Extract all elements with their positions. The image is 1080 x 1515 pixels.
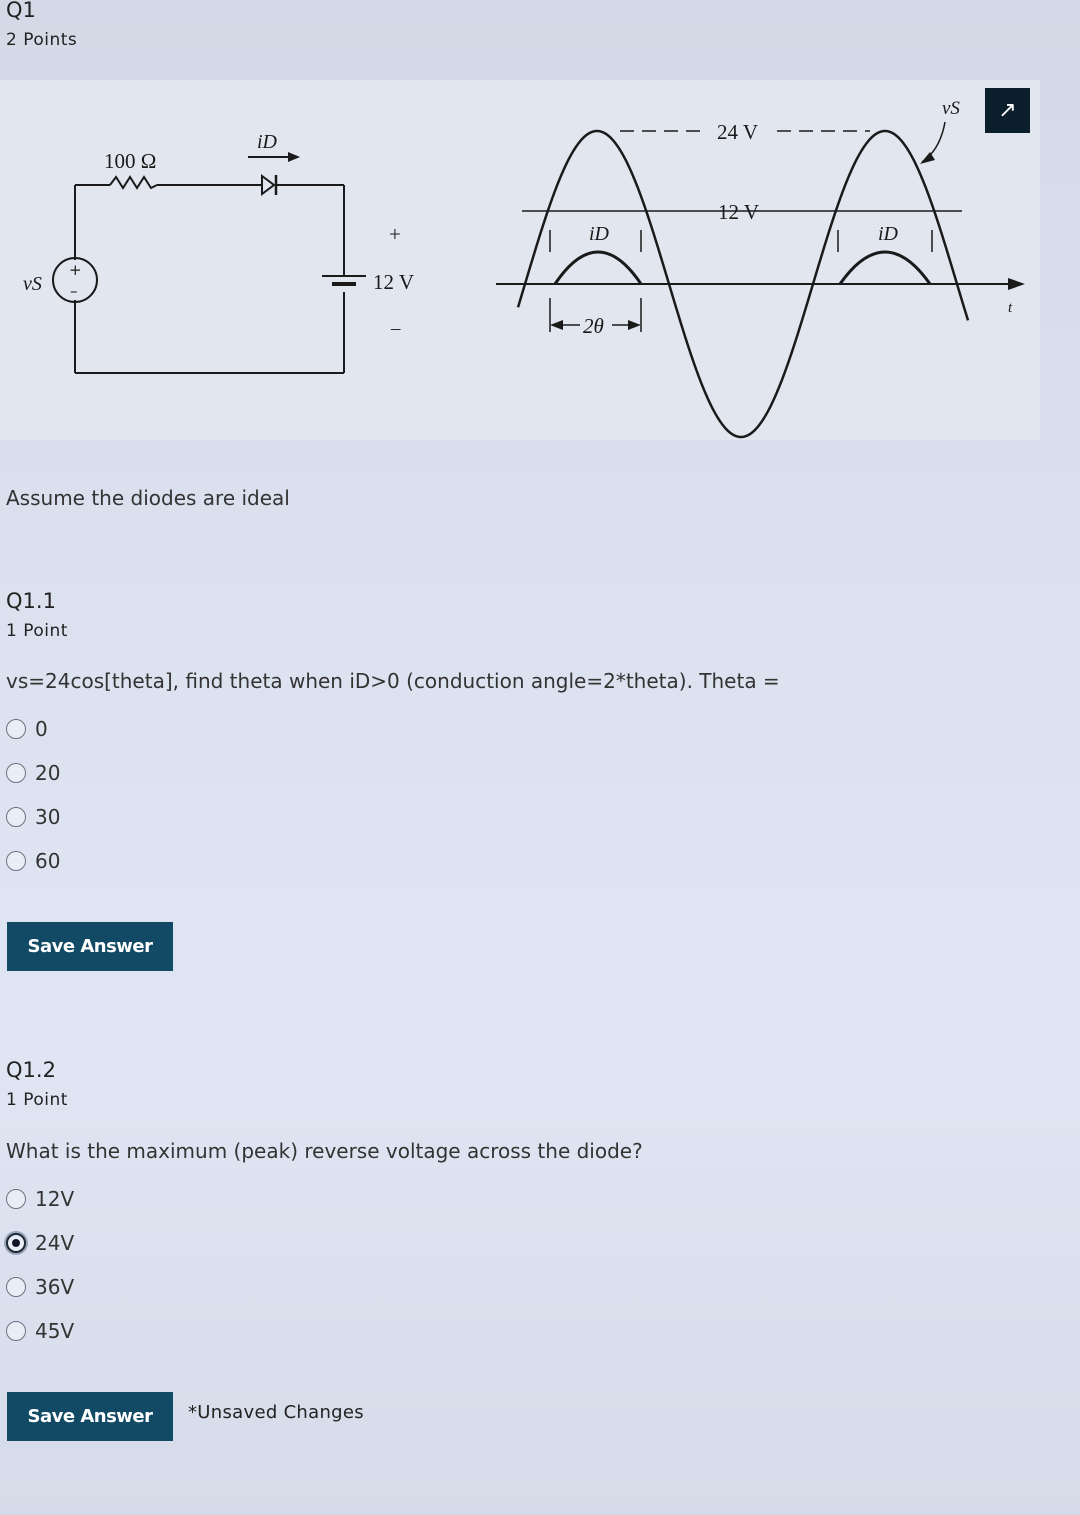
radio-button[interactable] xyxy=(6,1277,26,1297)
q1-2-points: 1 Point xyxy=(6,1090,68,1110)
battery-label: 12 V xyxy=(373,270,415,294)
option-label: 30 xyxy=(35,805,61,829)
radio-button[interactable] xyxy=(6,763,26,783)
waveform-current-label-1: iD xyxy=(589,223,609,245)
option-label: 24V xyxy=(35,1231,75,1255)
expand-icon[interactable]: ↗ xyxy=(985,88,1030,133)
q1-1-title: Q1.1 xyxy=(6,589,56,613)
option-label: 45V xyxy=(35,1319,75,1343)
circuit-diagram xyxy=(0,80,1040,440)
q1-2-option[interactable] xyxy=(6,1275,74,1299)
radio-button[interactable] xyxy=(6,807,26,827)
q1-1-prompt: vs=24cos[theta], find theta when iD>0 (conduction angle=2*theta). Theta = xyxy=(6,669,780,693)
question-note: Assume the diodes are ideal xyxy=(6,486,290,510)
q1-2-option[interactable] xyxy=(6,1187,74,1211)
battery-plus-label: + xyxy=(389,222,401,246)
waveform-current-label-2: iD xyxy=(878,223,898,245)
conduction-angle-label: 2θ xyxy=(583,314,604,338)
waveform-source-label: vS xyxy=(942,98,960,119)
option-label: 12V xyxy=(35,1187,75,1211)
radio-button-selected[interactable] xyxy=(6,1233,26,1253)
q1-2-title: Q1.2 xyxy=(6,1058,56,1082)
source-minus-label: – xyxy=(70,282,78,300)
q1-1-points: 1 Point xyxy=(6,621,68,641)
q1-1-option[interactable] xyxy=(6,761,60,785)
source-plus-label: + xyxy=(69,261,82,279)
current-label: iD xyxy=(257,131,277,153)
radio-button[interactable] xyxy=(6,719,26,739)
diode-symbol xyxy=(262,175,276,195)
q1-2-prompt: What is the maximum (peak) reverse voltage across the diode? xyxy=(6,1139,643,1163)
question-title: Q1 xyxy=(6,0,36,22)
time-axis-label: t xyxy=(1008,300,1013,316)
peak-voltage-label: 24 V xyxy=(717,120,759,144)
option-label: 20 xyxy=(35,761,61,785)
q1-1-save-button[interactable]: Save Answer xyxy=(7,922,173,971)
q1-2-save-button[interactable]: Save Answer xyxy=(7,1392,173,1441)
level-voltage-label: 12 V xyxy=(718,200,760,224)
option-label: 60 xyxy=(35,849,61,873)
circuit-figure xyxy=(0,80,1040,440)
radio-button[interactable] xyxy=(6,851,26,871)
q1-2-option[interactable] xyxy=(6,1231,74,1255)
source-label: vS xyxy=(23,273,42,295)
resistor-label: 100 Ω xyxy=(104,149,157,173)
q1-1-option[interactable] xyxy=(6,849,60,873)
option-label: 36V xyxy=(35,1275,75,1299)
q1-1-option[interactable] xyxy=(6,717,48,741)
q1-1-option[interactable] xyxy=(6,805,60,829)
radio-button[interactable] xyxy=(6,1189,26,1209)
radio-button[interactable] xyxy=(6,1321,26,1341)
q1-2-option[interactable] xyxy=(6,1319,74,1343)
battery-minus-label: – xyxy=(391,318,401,339)
unsaved-changes-status: *Unsaved Changes xyxy=(188,1402,364,1423)
option-label: 0 xyxy=(35,717,48,741)
question-points: 2 Points xyxy=(6,30,78,50)
